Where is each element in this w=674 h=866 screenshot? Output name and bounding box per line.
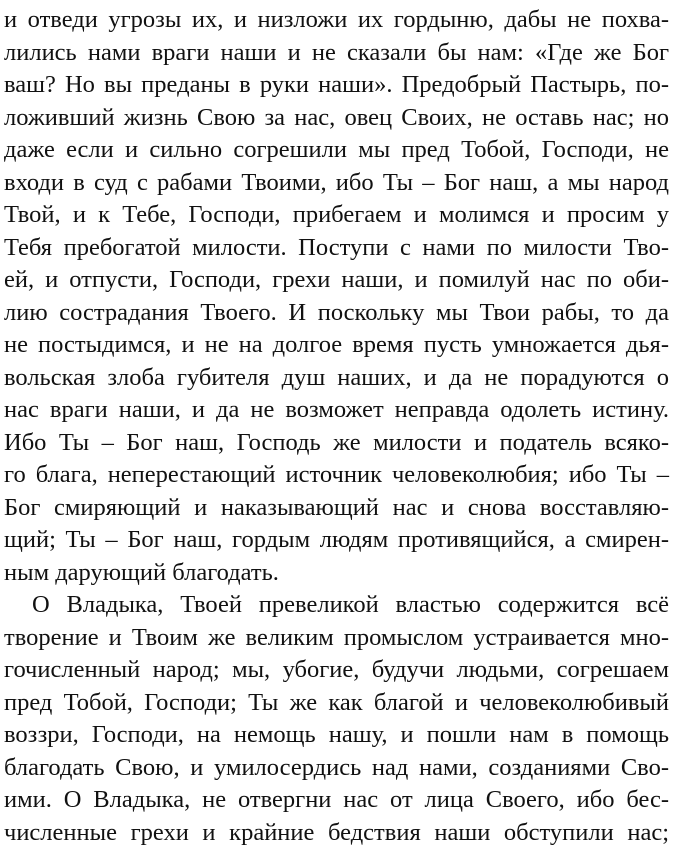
text-line: ваш? Но вы преданы в руки наши». Предобрый Пастырь, по- [4, 71, 669, 98]
text-line: ими. О Владыка, не отвергни нас от лица Своего, ибо бес- [4, 786, 669, 813]
text-line: лию сострадания Твоего. И поскольку мы Твои рабы, то да [4, 298, 669, 326]
text-line: воззри, Господи, на немощь нашу, и пошли нам в помощь [4, 721, 669, 748]
text-line: лились нами враги наши и не сказали бы нам: «Где же Бог [4, 38, 669, 66]
text-line: численные грехи и крайние бедствия наши обступили нас; [4, 818, 669, 846]
text-line: входи в суд с рабами Твоими, ибо Ты – Бог наш, а мы народ [4, 168, 669, 196]
paragraph-1 [4, 4, 669, 589]
text-line: вольская злоба губителя душ наших, и да не порадуются о [4, 363, 669, 391]
text-line: нас враги наши, и да не возможет неправда одолеть истину. [4, 396, 669, 423]
text-line: го блага, неперестающий источник человеколюбия; ибо Ты – [4, 461, 669, 488]
text-line: Бог смиряющий и наказывающий нас и снова восставляю- [4, 493, 669, 521]
text-line: даже если и сильно согрешили мы пред Тобой, Господи, не [4, 136, 669, 163]
text-line: ложивший жизнь Свою за нас, овец Своих, не оставь нас; но [4, 103, 669, 131]
body-text [4, 4, 669, 849]
text-line: О Владыка, Твоей превеликой властью содержится всё [32, 591, 669, 618]
text-line: пред Тобой, Господи; Ты же как благой и человеколюбивый [4, 688, 669, 716]
text-line: не постыдимся, и не на долгое время пусть умножается дья- [4, 331, 669, 358]
text-line: Тебя пребогатой милости. Поступи с нами по милости Тво- [4, 233, 669, 261]
paragraph-2 [4, 589, 669, 849]
text-line: щий; Ты – Бог наш, гордым людям противящийся, а смирен- [4, 526, 669, 553]
text-line: гочисленный народ; мы, убогие, будучи людьми, согрешаем [4, 656, 669, 683]
text-line: и отведи угрозы их, и низложи их гордыню, дабы не похва- [4, 6, 669, 33]
text-line: ным дарующий благодать. [4, 558, 279, 586]
text-line: благодать Свою, и умилосердись над нами, созданиями Сво- [4, 753, 669, 781]
text-line: Твой, и к Тебе, Господи, прибегаем и молимся и просим у [4, 201, 669, 228]
text-line: Ибо Ты – Бог наш, Господь же милости и податель всяко- [4, 428, 669, 456]
text-line: творение и Твоим же великим промыслом устраивается мно- [4, 623, 669, 651]
text-line: ей, и отпусти, Господи, грехи наши, и помилуй нас по оби- [4, 266, 669, 293]
